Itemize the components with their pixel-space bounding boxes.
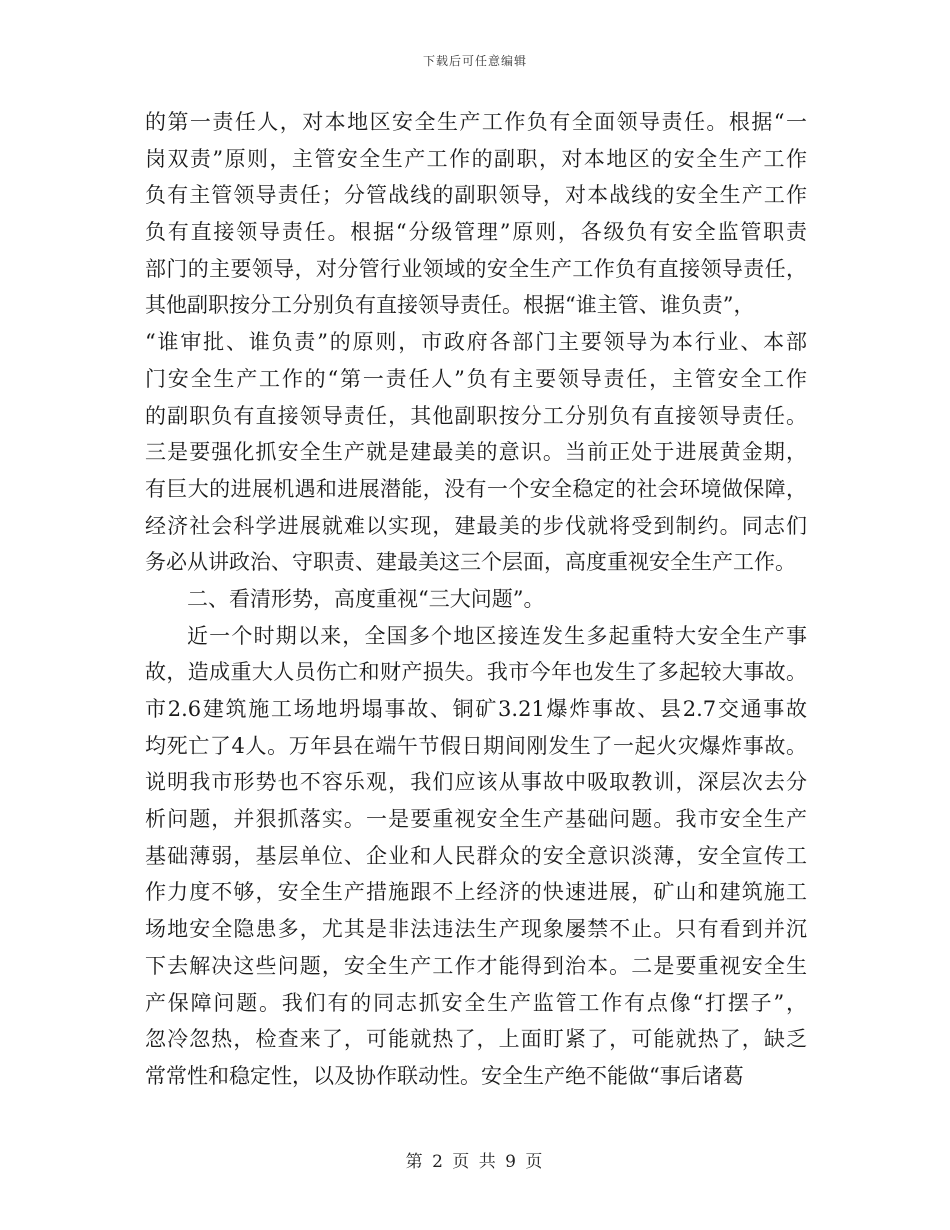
page-header-note: 下载后可任意编辑 xyxy=(422,54,527,68)
text-line: 务必从讲政治、守职责、建最美这三个层面，高度重视安全生产工作。 xyxy=(145,550,796,575)
text-line: 有巨大的进展机遇和进展潜能，没有一个安全稳定的社会环境做保障， xyxy=(145,476,807,501)
text-line: 作力度不够，安全生产措施跟不上经济的快速进展，矿山和建筑施工 xyxy=(145,880,807,905)
text-line: 忽冷忽热，检查来了，可能就热了，上面盯紧了，可能就热了，缺乏 xyxy=(145,1027,807,1052)
text-line: “谁审批、谁负责”的原则，市政府各部门主要领导为本行业、本部 xyxy=(145,330,807,355)
text-line: 门安全生产工作的“第一责任人”负有主要领导责任，主管安全工作 xyxy=(145,366,807,391)
text-line: 常常性和稳定性，以及协作联动性。安全生产绝不能做“事后诸葛 xyxy=(145,1063,744,1088)
text-line: 三是要强化抓安全生产就是建最美的意识。当前正处于进展黄金期， xyxy=(145,440,807,465)
text-line: 负有主管领导责任；分管战线的副职领导，对本战线的安全生产工作 xyxy=(145,183,807,208)
document-body xyxy=(145,104,807,1095)
text-line: 均死亡了4人。万年县在端午节假日期间刚发生了一起火灾爆炸事故。 xyxy=(145,733,807,758)
text-line: 故，造成重大人员伤亡和财产损失。我市今年也发生了多起较大事故。 xyxy=(145,660,807,685)
text-line: 场地安全隐患多，尤其是非法违法生产现象屡禁不止。只有看到并沉 xyxy=(145,917,807,942)
text-line: 产保障问题。我们有的同志抓安全生产监管工作有点像“打摆子”， xyxy=(145,990,807,1015)
text-line: 的副职负有直接领导责任，其他副职按分工分别负有直接领导责任。 xyxy=(145,403,807,428)
text-line: 近一个时期以来，全国多个地区接连发生多起重特大安全生产事 xyxy=(187,623,807,648)
section-heading: 二、看清形势，高度重视“三大问题”。 xyxy=(187,586,545,611)
text-line: 经济社会科学进展就难以实现，建最美的步伐就将受到制约。同志们 xyxy=(145,513,807,538)
text-line: 负有直接领导责任。根据“分级管理”原则，各级负有安全监管职责 xyxy=(145,220,807,245)
text-line: 析问题，并狠抓落实。一是要重视安全生产基础问题。我市安全生产 xyxy=(145,807,807,832)
text-line: 岗双责”原则，主管安全生产工作的副职，对本地区的安全生产工作 xyxy=(145,146,807,171)
page-number: 第 2 页 共 9 页 xyxy=(405,1152,545,1172)
text-line: 市2.6建筑施工场地坍塌事故、铜矿3.21爆炸事故、县2.7交通事故 xyxy=(145,697,807,721)
text-line: 说明我市形势也不容乐观，我们应该从事故中吸取教训，深层次去分 xyxy=(145,770,807,795)
text-line: 其他副职按分工分别负有直接领导责任。根据“谁主管、谁负责”， xyxy=(145,293,755,318)
text-line: 基础薄弱，基层单位、企业和人民群众的安全意识淡薄，安全宣传工 xyxy=(145,843,807,868)
text-line: 下去解决这些问题，安全生产工作才能得到治本。二是要重视安全生 xyxy=(145,953,807,978)
text-line: 部门的主要领导，对分管行业领域的安全生产工作负有直接领导责任， xyxy=(145,256,807,281)
text-line: 的第一责任人，对本地区安全生产工作负有全面领导责任。根据“一 xyxy=(145,110,807,134)
